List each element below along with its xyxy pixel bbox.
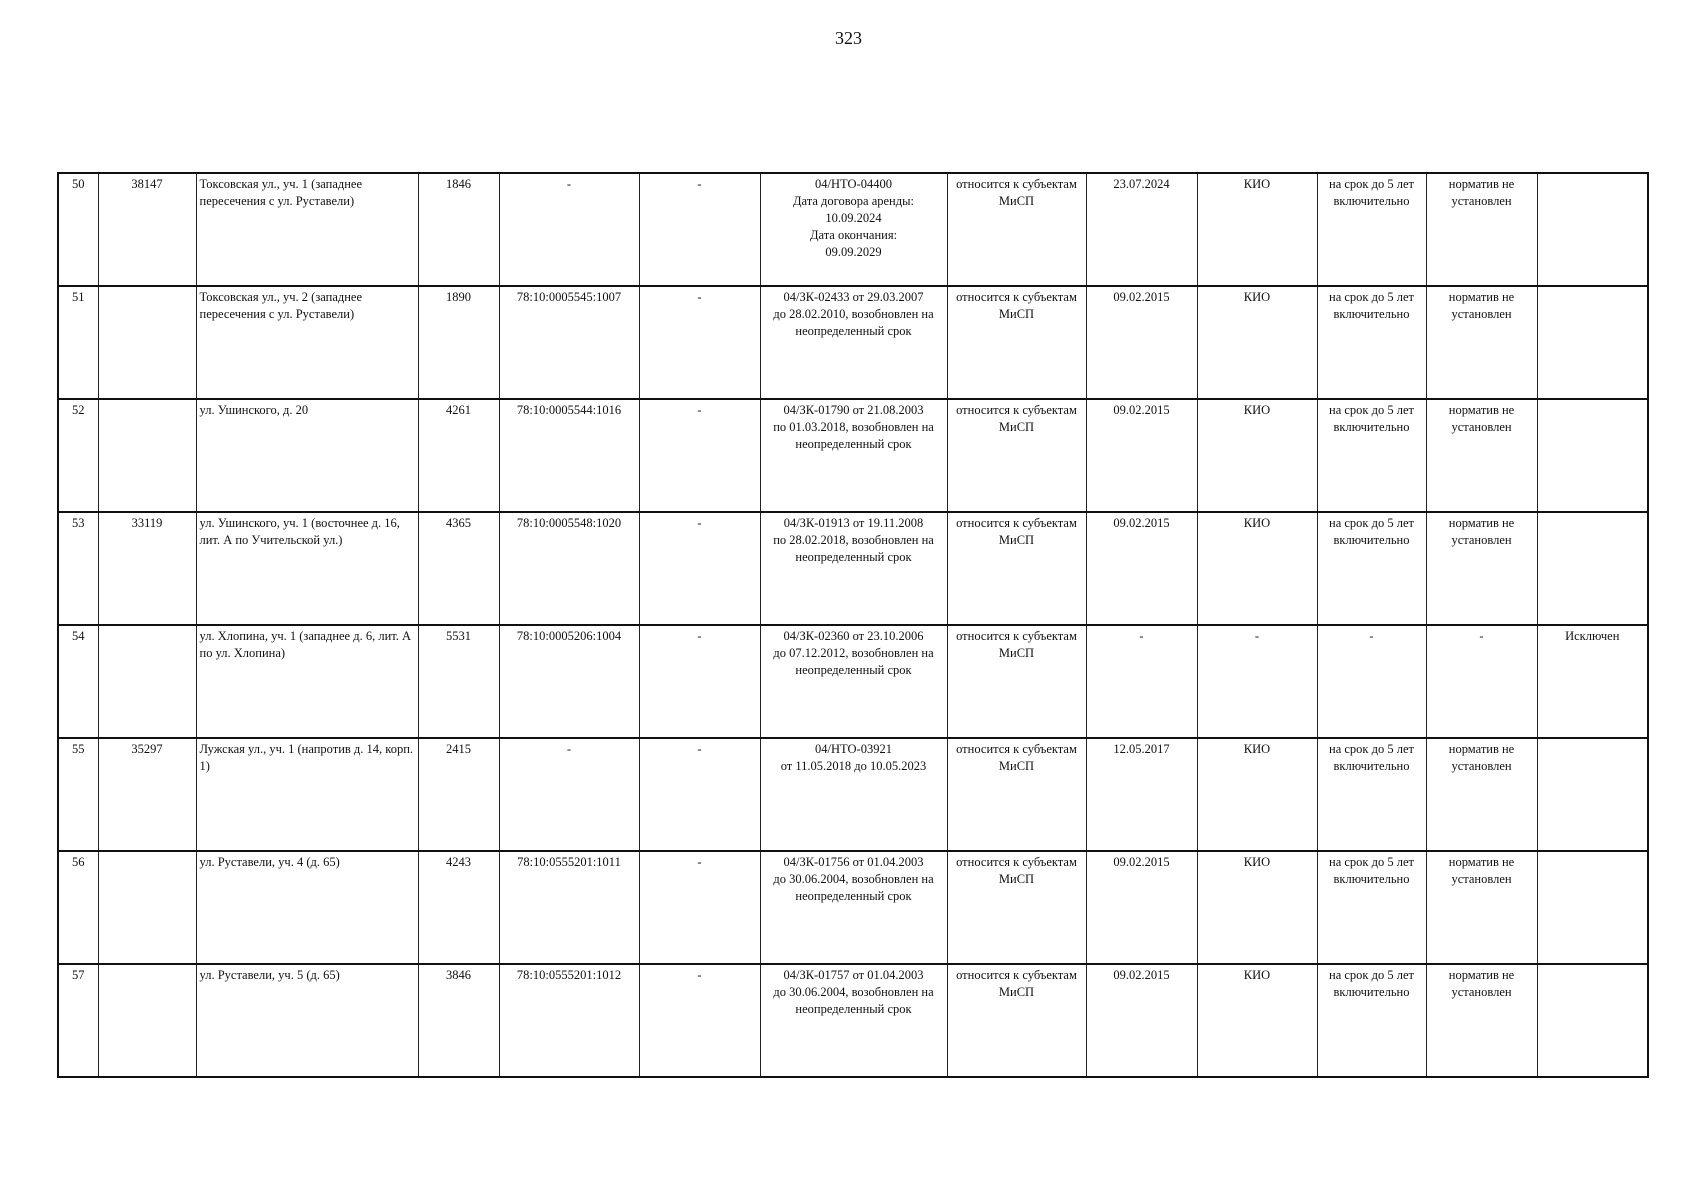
cadastral-number-cell: 78:10:0005545:1007 (499, 286, 639, 399)
term-cell: на срок до 5 лет включительно (1317, 173, 1426, 286)
note-cell (1537, 173, 1648, 286)
note-cell: Исключен (1537, 625, 1648, 738)
term-cell: на срок до 5 лет включительно (1317, 399, 1426, 512)
contract-line: 04/ЗК-01756 от 01.04.2003 (783, 855, 924, 869)
contract-cell (760, 512, 947, 625)
date-cell: - (1086, 625, 1197, 738)
registry-id-cell (98, 964, 196, 1077)
page-number: 323 (835, 28, 862, 48)
term-cell: - (1317, 625, 1426, 738)
row-number-cell: 51 (58, 286, 98, 399)
table-row (58, 964, 1648, 1077)
contract-line: 09.09.2029 (825, 245, 882, 259)
note-cell (1537, 399, 1648, 512)
contract-line: 04/НТО-03921 (815, 742, 892, 756)
date-cell: 23.07.2024 (1086, 173, 1197, 286)
extra-cell: - (639, 286, 760, 399)
extra-cell: - (639, 851, 760, 964)
row-number-cell: 52 (58, 399, 98, 512)
row-number-cell: 56 (58, 851, 98, 964)
address-cell: ул. Ушинского, д. 20 (196, 399, 418, 512)
extra-cell: - (639, 399, 760, 512)
extra-cell: - (639, 512, 760, 625)
smsp-status-cell: относится к субъектам МиСП (947, 625, 1086, 738)
contract-line: до 07.12.2012, возобновлен на (773, 646, 934, 660)
address-cell: ул. Хлопина, уч. 1 (западнее д. 6, лит. А по ул. Хлопина) (196, 625, 418, 738)
organization-cell: КИО (1197, 851, 1317, 964)
norm-cell: норматив не установлен (1426, 512, 1537, 625)
term-cell: на срок до 5 лет включительно (1317, 964, 1426, 1077)
registry-id-cell (98, 399, 196, 512)
cadastral-number-cell: 78:10:0005544:1016 (499, 399, 639, 512)
organization-cell: КИО (1197, 964, 1317, 1077)
note-cell (1537, 851, 1648, 964)
note-cell (1537, 512, 1648, 625)
contract-line: неопределенный срок (795, 550, 912, 564)
address-cell: Токсовская ул., уч. 1 (западнее пересечения с ул. Руставели) (196, 173, 418, 286)
contract-line: от 11.05.2018 до 10.05.2023 (780, 759, 927, 773)
date-cell: 09.02.2015 (1086, 964, 1197, 1077)
contract-line: по 28.02.2018, возобновлен на (773, 533, 934, 547)
address-cell: ул. Руставели, уч. 4 (д. 65) (196, 851, 418, 964)
contract-cell (760, 964, 947, 1077)
cadastral-number-cell: 78:10:0005206:1004 (499, 625, 639, 738)
organization-cell: КИО (1197, 512, 1317, 625)
organization-cell: КИО (1197, 286, 1317, 399)
table-row (58, 173, 1648, 286)
contract-line: неопределенный срок (795, 663, 912, 677)
contract-line: 04/ЗК-01790 от 21.08.2003 (783, 403, 924, 417)
contract-line: неопределенный срок (795, 437, 912, 451)
date-cell: 12.05.2017 (1086, 738, 1197, 851)
contract-line: 04/ЗК-01757 от 01.04.2003 (783, 968, 924, 982)
contract-cell (760, 399, 947, 512)
contract-cell (760, 738, 947, 851)
area-cell: 4243 (418, 851, 499, 964)
contract-cell (760, 851, 947, 964)
cadastral-number-cell: 78:10:0555201:1012 (499, 964, 639, 1077)
row-number-cell: 53 (58, 512, 98, 625)
table-body (58, 173, 1648, 1077)
address-cell: ул. Руставели, уч. 5 (д. 65) (196, 964, 418, 1077)
contract-cell (760, 173, 947, 286)
row-number-cell: 50 (58, 173, 98, 286)
row-number-cell: 55 (58, 738, 98, 851)
area-cell: 1890 (418, 286, 499, 399)
norm-cell: норматив не установлен (1426, 964, 1537, 1077)
contract-line: Дата окончания: (809, 228, 898, 242)
organization-cell: - (1197, 625, 1317, 738)
table-row (58, 286, 1648, 399)
extra-cell: - (639, 738, 760, 851)
cadastral-number-cell: 78:10:0555201:1011 (499, 851, 639, 964)
norm-cell: норматив не установлен (1426, 286, 1537, 399)
smsp-status-cell: относится к субъектам МиСП (947, 512, 1086, 625)
table-row (58, 625, 1648, 738)
smsp-status-cell: относится к субъектам МиСП (947, 738, 1086, 851)
cadastral-number-cell: - (499, 738, 639, 851)
registry-id-cell (98, 286, 196, 399)
contract-line: неопределенный срок (795, 889, 912, 903)
contract-line: Дата договора аренды: (793, 194, 914, 208)
contract-line: 04/ЗК-01913 от 19.11.2008 (783, 516, 924, 530)
smsp-status-cell: относится к субъектам МиСП (947, 399, 1086, 512)
organization-cell: КИО (1197, 173, 1317, 286)
table-row (58, 851, 1648, 964)
contract-cell (760, 286, 947, 399)
extra-cell: - (639, 625, 760, 738)
date-cell: 09.02.2015 (1086, 399, 1197, 512)
smsp-status-cell: относится к субъектам МиСП (947, 964, 1086, 1077)
term-cell: на срок до 5 лет включительно (1317, 738, 1426, 851)
norm-cell: норматив не установлен (1426, 173, 1537, 286)
area-cell: 3846 (418, 964, 499, 1077)
area-cell: 5531 (418, 625, 499, 738)
term-cell: на срок до 5 лет включительно (1317, 286, 1426, 399)
note-cell (1537, 964, 1648, 1077)
smsp-status-cell: относится к субъектам МиСП (947, 286, 1086, 399)
extra-cell: - (639, 964, 760, 1077)
organization-cell: КИО (1197, 738, 1317, 851)
date-cell: 09.02.2015 (1086, 286, 1197, 399)
registry-id-cell: 38147 (98, 173, 196, 286)
registry-id-cell (98, 625, 196, 738)
table-row (58, 512, 1648, 625)
contract-line: до 28.02.2010, возобновлен на (773, 307, 934, 321)
contract-line: неопределенный срок (795, 324, 912, 338)
contract-cell (760, 625, 947, 738)
address-cell: Токсовская ул., уч. 2 (западнее пересечения с ул. Руставели) (196, 286, 418, 399)
address-cell: Лужская ул., уч. 1 (напротив д. 14, корп. 1) (196, 738, 418, 851)
table-row (58, 738, 1648, 851)
area-cell: 4261 (418, 399, 499, 512)
cadastral-number-cell: 78:10:0005548:1020 (499, 512, 639, 625)
contract-line: 04/НТО-04400 (815, 177, 892, 191)
registry-id-cell: 35297 (98, 738, 196, 851)
norm-cell: норматив не установлен (1426, 738, 1537, 851)
cadastral-number-cell: - (499, 173, 639, 286)
organization-cell: КИО (1197, 399, 1317, 512)
row-number-cell: 54 (58, 625, 98, 738)
area-cell: 2415 (418, 738, 499, 851)
row-number-cell: 57 (58, 964, 98, 1077)
contract-line: 10.09.2024 (825, 211, 882, 225)
smsp-status-cell: относится к субъектам МиСП (947, 173, 1086, 286)
contract-line: 04/ЗК-02360 от 23.10.2006 (783, 629, 924, 643)
address-cell: ул. Ушинского, уч. 1 (восточнее д. 16, лит. А по Учительской ул.) (196, 512, 418, 625)
term-cell: на срок до 5 лет включительно (1317, 851, 1426, 964)
contract-line: 04/ЗК-02433 от 29.03.2007 (783, 290, 924, 304)
table-row (58, 399, 1648, 512)
term-cell: на срок до 5 лет включительно (1317, 512, 1426, 625)
date-cell: 09.02.2015 (1086, 512, 1197, 625)
registry-id-cell (98, 851, 196, 964)
smsp-status-cell: относится к субъектам МиСП (947, 851, 1086, 964)
norm-cell: норматив не установлен (1426, 399, 1537, 512)
extra-cell: - (639, 173, 760, 286)
date-cell: 09.02.2015 (1086, 851, 1197, 964)
contract-line: по 01.03.2018, возобновлен на (773, 420, 934, 434)
norm-cell: норматив не установлен (1426, 851, 1537, 964)
contract-line: до 30.06.2004, возобновлен на (773, 872, 934, 886)
area-cell: 1846 (418, 173, 499, 286)
area-cell: 4365 (418, 512, 499, 625)
norm-cell: - (1426, 625, 1537, 738)
note-cell (1537, 286, 1648, 399)
note-cell (1537, 738, 1648, 851)
contract-line: неопределенный срок (795, 1002, 912, 1016)
land-plots-table (57, 172, 1649, 1078)
contract-line: до 30.06.2004, возобновлен на (773, 985, 934, 999)
registry-id-cell: 33119 (98, 512, 196, 625)
